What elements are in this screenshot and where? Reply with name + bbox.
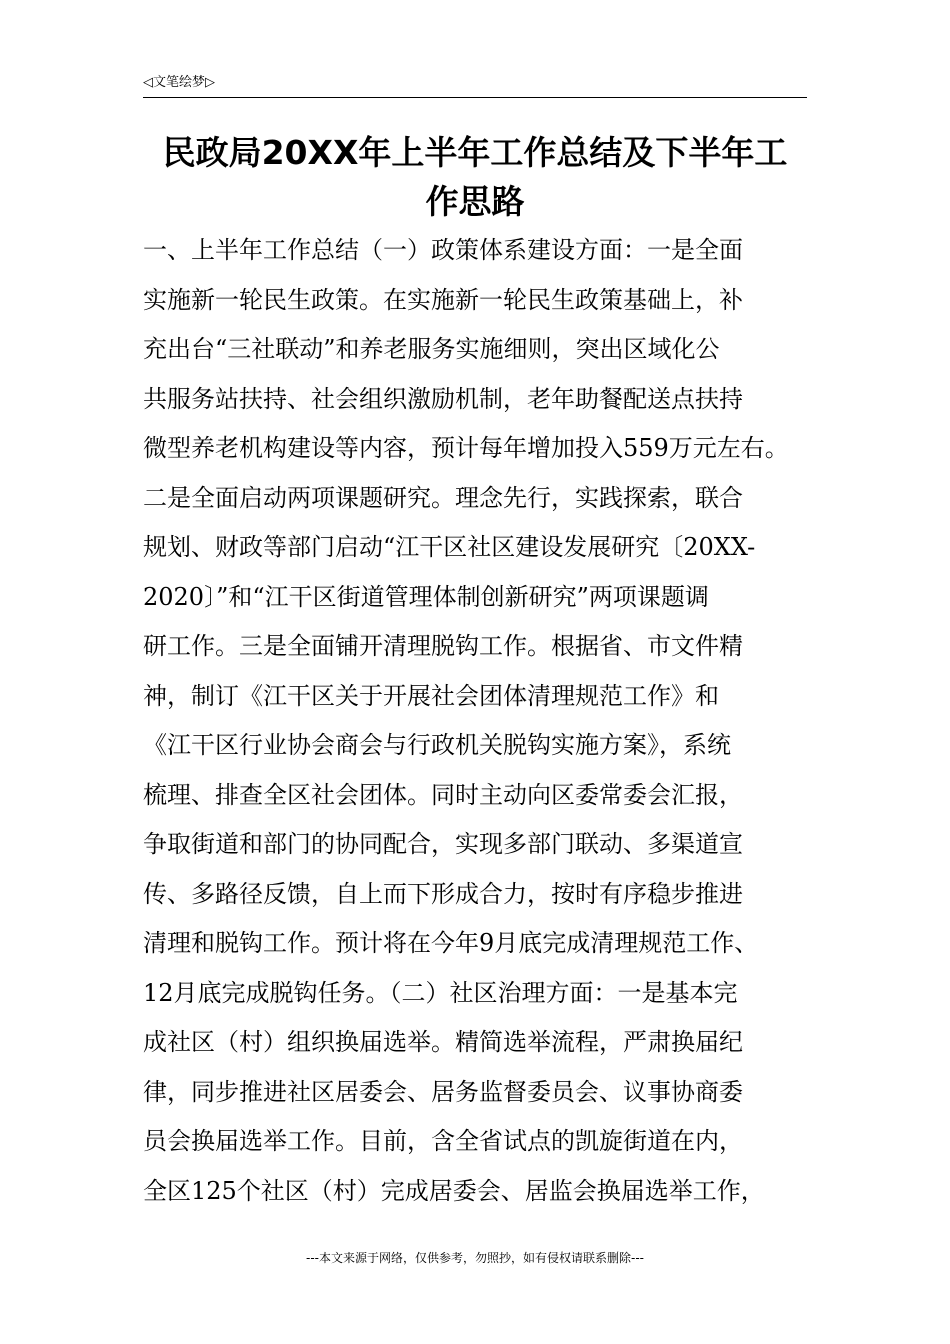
document-title bbox=[143, 128, 807, 226]
body-line: 梳理、排查全区社会团体。同时主动向区委常委会汇报， bbox=[143, 780, 743, 809]
body-line: 一、上半年工作总结（一）政策体系建设方面：一是全面 bbox=[143, 236, 743, 264]
page-header: ◁文笔绘梦▷ bbox=[143, 75, 215, 90]
body-line: 成社区（村）组织换届选举。精简选举流程，严肃换届纪 bbox=[143, 1028, 743, 1056]
body-line: 规划、财政等部门启动“江干区社区建设发展研究〔20XX- bbox=[143, 533, 756, 561]
body-line: 全区125个社区（村）完成居委会、居监会换届选举工作， bbox=[143, 1176, 765, 1205]
body-line: 二是全面启动两项课题研究。理念先行，实践探索，联合 bbox=[143, 483, 743, 512]
body-line: 12月底完成脱钩任务。（二）社区治理方面：一是基本完 bbox=[143, 978, 738, 1007]
body-line: 2020〕”和“江干区街道管理体制创新研究”两项课题调 bbox=[143, 582, 709, 611]
body-line: 传、多路径反馈，自上而下形成合力，按时有序稳步推进 bbox=[143, 879, 743, 908]
page-footer-disclaimer: ---本文来源于网络，仅供参考，勿照抄，如有侵权请联系删除--- bbox=[306, 1251, 644, 1265]
header-divider bbox=[143, 97, 807, 98]
body-line: 微型养老机构建设等内容，预计每年增加投入559万元左右。 bbox=[143, 434, 789, 462]
body-line: 神，制订《江干区关于开展社会团体清理规范工作》和 bbox=[143, 681, 719, 710]
body-line: 研工作。三是全面铺开清理脱钩工作。根据省、市文件精 bbox=[143, 632, 743, 660]
body-line: 争取街道和部门的协同配合，实现多部门联动、多渠道宣 bbox=[143, 830, 743, 858]
title-line-1: 民政局20XX年上半年工作总结及下半年工 bbox=[162, 133, 788, 172]
body-line: 律，同步推进社区居委会、居务监督委员会、议事协商委 bbox=[143, 1077, 743, 1106]
body-line: 清理和脱钩工作。预计将在今年9月底完成清理规范工作、 bbox=[143, 929, 759, 957]
body-line: 实施新一轮民生政策。在实施新一轮民生政策基础上，补 bbox=[143, 285, 743, 314]
body-line: 充出台“三社联动”和养老服务实施细则，突出区域化公 bbox=[143, 335, 720, 363]
body-line: 员会换届选举工作。目前，含全省试点的凯旋街道在内， bbox=[143, 1127, 743, 1155]
title-line-2: 作思路 bbox=[425, 182, 525, 221]
document-body bbox=[143, 226, 823, 1216]
body-line: 共服务站扶持、社会组织激励机制，老年助餐配送点扶持 bbox=[143, 384, 743, 413]
body-line: 《江干区行业协会商会与行政机关脱钩实施方案》，系统 bbox=[143, 731, 731, 759]
